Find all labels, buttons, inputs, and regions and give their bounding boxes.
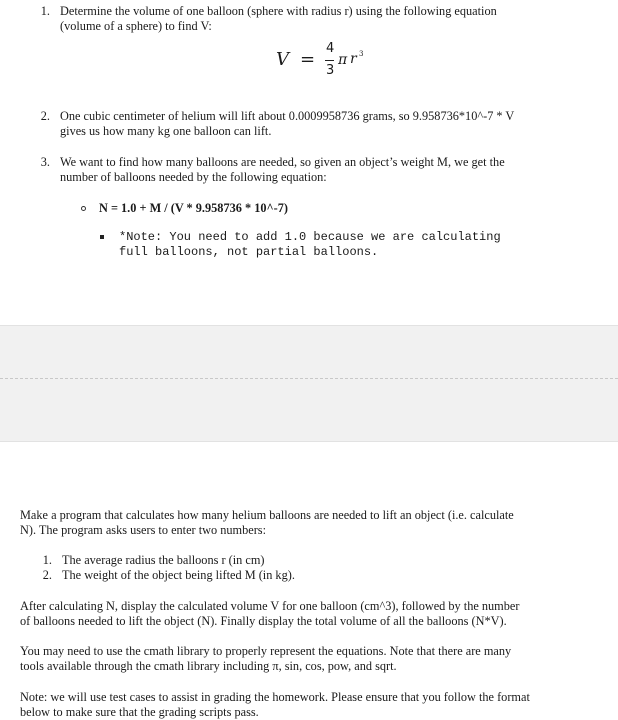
list-item-number: 2.: [40, 109, 50, 123]
balloons-equation: N = 1.0 + M / (V * 9.958736 * 10^-7): [99, 201, 288, 215]
list-item-1-line-2: (volume of a sphere) to find V:: [60, 19, 212, 33]
output-line-1: After calculating N, display the calculated volume V for one balloon (cm^3), followed by the number: [20, 599, 520, 613]
list-item-2-line-2: gives us how many kg one balloon can lift.: [60, 124, 272, 138]
separator-band: [0, 325, 618, 442]
intro-line-1: Make a program that calculates how many helium balloons are needed to lift an object (i.e. calculate: [20, 508, 514, 522]
list-item-2-line-1: One cubic centimeter of helium will lift about 0.0009958736 grams, so 9.958736*10^-7 * V: [60, 109, 515, 123]
formula-radius: r: [350, 51, 357, 67]
list-item-3-line-2: number of balloons needed by the following equation:: [60, 170, 327, 184]
dashed-divider: [0, 378, 618, 379]
formula-numerator: 4: [326, 41, 335, 56]
sphere-volume-formula: [268, 38, 388, 88]
list-item-number: 1.: [40, 4, 50, 18]
intro-line-2: N). The program asks users to enter two numbers:: [20, 523, 266, 537]
formula-pi: π: [338, 52, 348, 68]
circle-bullet-icon: [81, 206, 86, 211]
formula-lhs: V: [276, 49, 289, 70]
formula-exponent: 3: [359, 50, 364, 58]
input-item-number: 1.: [42, 553, 52, 567]
list-item-3-line-1: We want to find how many balloons are needed, so given an object’s weight M, we get the: [60, 155, 505, 169]
grading-line-2: below to make sure that the grading scripts pass.: [20, 705, 259, 719]
cmath-line-2: tools available through the cmath library including π, sin, cos, pow, and sqrt.: [20, 659, 397, 673]
input-item-weight: The weight of the object being lifted M (in kg).: [62, 568, 295, 582]
input-item-number: 2.: [42, 568, 52, 582]
list-item-1-line-1: Determine the volume of one balloon (sphere with radius r) using the following equation: [60, 4, 497, 18]
input-item-radius: The average radius the balloons r (in cm): [62, 553, 265, 567]
square-bullet-icon: [100, 235, 104, 239]
formula-denominator: 3: [326, 63, 335, 78]
note-line-1: *Note: You need to add 1.0 because we are calculating: [119, 230, 501, 244]
grading-line-1: Note: we will use test cases to assist in grading the homework. Please ensure that you follow the format: [20, 690, 530, 704]
fraction-bar: [325, 60, 334, 61]
formula-equals: =: [300, 49, 316, 70]
output-line-2: of balloons needed to lift the object (N). Finally display the total volume of all the balloons (N*V).: [20, 614, 507, 628]
note-line-2: full balloons, not partial balloons.: [119, 245, 379, 259]
cmath-line-1: You may need to use the cmath library to properly represent the equations. Note that there are many: [20, 644, 512, 658]
list-item-number: 3.: [40, 155, 50, 169]
